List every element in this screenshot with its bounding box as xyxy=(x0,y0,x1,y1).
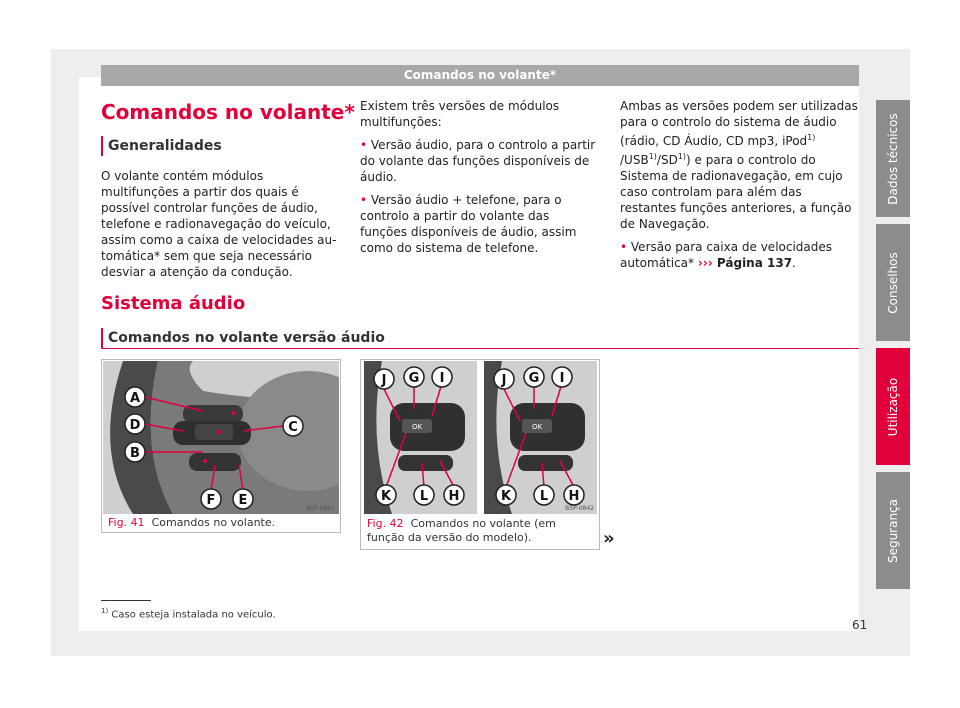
steering-controls-icon xyxy=(362,361,598,514)
continue-marker: » xyxy=(603,528,615,549)
steering-controls-image xyxy=(362,361,598,514)
callout-label: D xyxy=(129,418,141,433)
bullet-audio-phone: Versão áudio + telefone, para o controlo a partir do volante das funções disponíveis de áudio, assim como do sistema de telefone. xyxy=(360,193,577,255)
intro-paragraph: O volante contém módulos multifunções a partir dos quais é possível controlar funções de áudio, telefone e radionavegação do veículo, assim como a caixa de velocidades automática* sem que seja necessário desviar a atenção da condução. xyxy=(101,169,337,279)
versions-intro: Existem três versões de módulos multifunções: xyxy=(360,99,560,129)
ok-label: OK xyxy=(531,423,543,431)
figure-42 xyxy=(360,359,600,550)
subtitle-marker xyxy=(101,328,103,348)
tab-utilizacao[interactable]: Utilização xyxy=(876,348,910,465)
section-rule xyxy=(101,348,859,349)
callout-label: I xyxy=(439,371,445,386)
section2-subtitle: Comandos no volante versão áudio xyxy=(108,330,385,346)
bullet-item: • Versão áudio, para o controlo a partir do volante das funções disponíveis de áudio. xyxy=(360,138,596,184)
callout-label: B xyxy=(130,446,140,461)
tab-seguranca[interactable]: Segurança xyxy=(876,472,910,589)
chapter-title: Comandos no volante* xyxy=(101,100,355,124)
bullet-item: • Versão para caixa de velocidades automática* ››› Página 137. xyxy=(620,240,833,270)
figure-caption: Fig. 41 Comandos no volante. xyxy=(108,516,276,529)
callout-label: K xyxy=(380,489,392,504)
versions-column xyxy=(360,98,598,256)
section-subtitle: Generalidades xyxy=(108,138,222,154)
callout-label: J xyxy=(381,373,387,388)
page-number: 61 xyxy=(852,618,868,632)
callout-label: F xyxy=(206,493,216,508)
tab-conselhos[interactable]: Conselhos xyxy=(876,224,910,341)
callout-label: G xyxy=(528,371,540,386)
subtitle-marker xyxy=(101,136,103,156)
footnote-rule xyxy=(101,600,151,601)
figure-41 xyxy=(101,359,341,533)
page-link[interactable]: ››› Página 137 xyxy=(697,256,793,270)
tab-dados-tecnicos[interactable]: Dados técnicos xyxy=(876,100,910,217)
bullet-gearbox: Versão para caixa de velocidades automática* xyxy=(620,240,833,270)
ok-label: OK xyxy=(411,423,423,431)
callout-label: L xyxy=(419,489,429,504)
figure-caption: Fig. 42 Comandos no volante (em função da versão do modelo). xyxy=(367,517,556,544)
bullet-audio: Versão áudio, para o controlo a partir do volante das funções disponíveis de áudio. xyxy=(360,138,596,184)
figure-code: B5P-0842 xyxy=(565,505,594,512)
footnote: $^{1)}$ Caso esteja instalada no veículo. xyxy=(101,607,276,621)
callout-label: H xyxy=(448,489,460,504)
usage-column xyxy=(620,98,858,271)
usage-paragraph: Ambas as versões podem ser utilizadas para o controlo do sistema de áudio (rádio, CD Áudio, CD mp3, iPod$^{1)}$ /USB$^{1)}$/SD$^{1)}$) e para o controlo do Sistema de radionavegação, em cujo caso controlam para além das restantes funções anteriores, a função de Navegação. xyxy=(620,99,858,231)
figure-code: B5P-0841 xyxy=(306,505,335,512)
callout-label: G xyxy=(408,371,420,386)
callout-label: E xyxy=(238,493,248,508)
callout-label: C xyxy=(288,420,298,435)
section-title: Sistema áudio xyxy=(101,293,246,314)
callout-label: A xyxy=(129,391,141,406)
page-header: Comandos no volante* xyxy=(101,65,859,86)
steering-wheel-image xyxy=(103,361,339,514)
callout-label: I xyxy=(559,371,565,386)
callout-label: L xyxy=(539,489,549,504)
callout-label: H xyxy=(568,489,580,504)
callout-label: K xyxy=(500,489,512,504)
steering-wheel-icon xyxy=(103,361,339,514)
bullet-item: • Versão áudio + telefone, para o controlo a partir do volante das funções disponíveis de áudio, assim como do sistema de telefone. xyxy=(360,193,577,255)
callout-label: J xyxy=(501,373,507,388)
